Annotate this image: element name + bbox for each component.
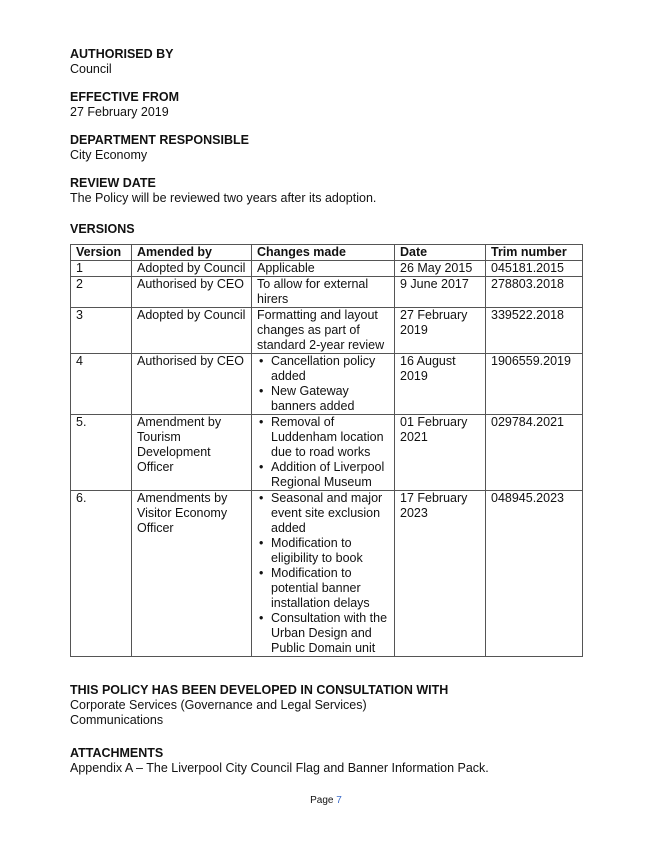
amended-by-cell: Authorised by CEO xyxy=(132,354,252,415)
consultation-section xyxy=(70,683,582,728)
attachments-value: Appendix A – The Liverpool City Council Flag and Banner Information Pack. xyxy=(70,761,489,775)
column-header: Version xyxy=(71,245,132,261)
versions-heading: VERSIONS xyxy=(70,222,135,236)
table-row xyxy=(71,308,583,354)
list-item: • Cancellation policy added xyxy=(271,354,389,384)
column-header: Trim number xyxy=(486,245,583,261)
review-date-heading: REVIEW DATE xyxy=(70,176,156,190)
amended-by-cell: Authorised by CEO xyxy=(132,277,252,308)
amended-by-cell: Adopted by Council xyxy=(132,261,252,277)
changes-cell: To allow for external hirers xyxy=(252,277,395,308)
list-item: • Seasonal and major event site exclusion added xyxy=(271,491,389,536)
review-date-section xyxy=(70,176,582,206)
effective-from-value: 27 February 2019 xyxy=(70,105,169,119)
table-row xyxy=(71,261,583,277)
trim-cell: 1906559.2019 xyxy=(486,354,583,415)
authorised-by-section xyxy=(70,47,582,77)
trim-cell: 029784.2021 xyxy=(486,415,583,491)
version-cell: 1 xyxy=(71,261,132,277)
versions-section xyxy=(70,222,582,657)
list-item: • Removal of Luddenham location due to road works xyxy=(271,415,389,460)
date-cell: 01 February 2021 xyxy=(395,415,486,491)
date-cell: 16 August 2019 xyxy=(395,354,486,415)
effective-from-section xyxy=(70,90,582,120)
table-row xyxy=(71,415,583,491)
page-number: 7 xyxy=(336,795,342,806)
list-item: • New Gateway banners added xyxy=(271,384,389,414)
authorised-by-value: Council xyxy=(70,62,112,76)
attachments-section xyxy=(70,746,582,776)
changes-cell: Applicable xyxy=(252,261,395,277)
page-label: Page xyxy=(310,795,334,806)
list-item: • Modification to eligibility to book xyxy=(271,536,389,566)
changes-list xyxy=(257,354,389,414)
version-cell: 5. xyxy=(71,415,132,491)
amended-by-cell: Adopted by Council xyxy=(132,308,252,354)
trim-cell: 048945.2023 xyxy=(486,491,583,657)
changes-cell: Formatting and layout changes as part of standard 2-year review xyxy=(252,308,395,354)
consultation-line: Communications xyxy=(70,713,164,727)
date-cell: 9 June 2017 xyxy=(395,277,486,308)
version-cell: 4 xyxy=(71,354,132,415)
attachments-heading: ATTACHMENTS xyxy=(70,746,164,760)
list-item: • Addition of Liverpool Regional Museum xyxy=(271,460,389,490)
table-row xyxy=(71,354,583,415)
page-footer xyxy=(0,795,652,806)
date-cell: 26 May 2015 xyxy=(395,261,486,277)
column-header: Date xyxy=(395,245,486,261)
changes-cell xyxy=(252,354,395,415)
amended-by-cell: Amendments by Visitor Economy Officer xyxy=(132,491,252,657)
amended-by-cell: Amendment by Tourism Development Officer xyxy=(132,415,252,491)
table-header-row xyxy=(71,245,583,261)
trim-cell: 045181.2015 xyxy=(486,261,583,277)
version-cell: 2 xyxy=(71,277,132,308)
date-cell: 17 February 2023 xyxy=(395,491,486,657)
date-cell: 27 February 2019 xyxy=(395,308,486,354)
changes-cell xyxy=(252,415,395,491)
trim-cell: 339522.2018 xyxy=(486,308,583,354)
list-item: • Modification to potential banner installation delays xyxy=(271,566,389,611)
policy-page xyxy=(70,47,582,789)
department-section xyxy=(70,133,582,163)
trim-cell: 278803.2018 xyxy=(486,277,583,308)
consultation-line: Corporate Services (Governance and Legal Services) xyxy=(70,698,367,712)
effective-from-heading: EFFECTIVE FROM xyxy=(70,90,180,104)
consultation-heading: THIS POLICY HAS BEEN DEVELOPED IN CONSULTATION WITH xyxy=(70,683,449,697)
authorised-by-heading: AUTHORISED BY xyxy=(70,47,174,61)
version-cell: 3 xyxy=(71,308,132,354)
review-date-value: The Policy will be reviewed two years after its adoption. xyxy=(70,191,377,205)
table-row xyxy=(71,491,583,657)
department-heading: DEPARTMENT RESPONSIBLE xyxy=(70,133,249,147)
changes-cell xyxy=(252,491,395,657)
changes-list xyxy=(257,491,389,656)
department-value: City Economy xyxy=(70,148,148,162)
table-row xyxy=(71,277,583,308)
list-item: • Consultation with the Urban Design and Public Domain unit xyxy=(271,611,389,656)
version-cell: 6. xyxy=(71,491,132,657)
versions-table xyxy=(70,244,583,657)
column-header: Amended by xyxy=(132,245,252,261)
changes-list xyxy=(257,415,389,490)
column-header: Changes made xyxy=(252,245,395,261)
